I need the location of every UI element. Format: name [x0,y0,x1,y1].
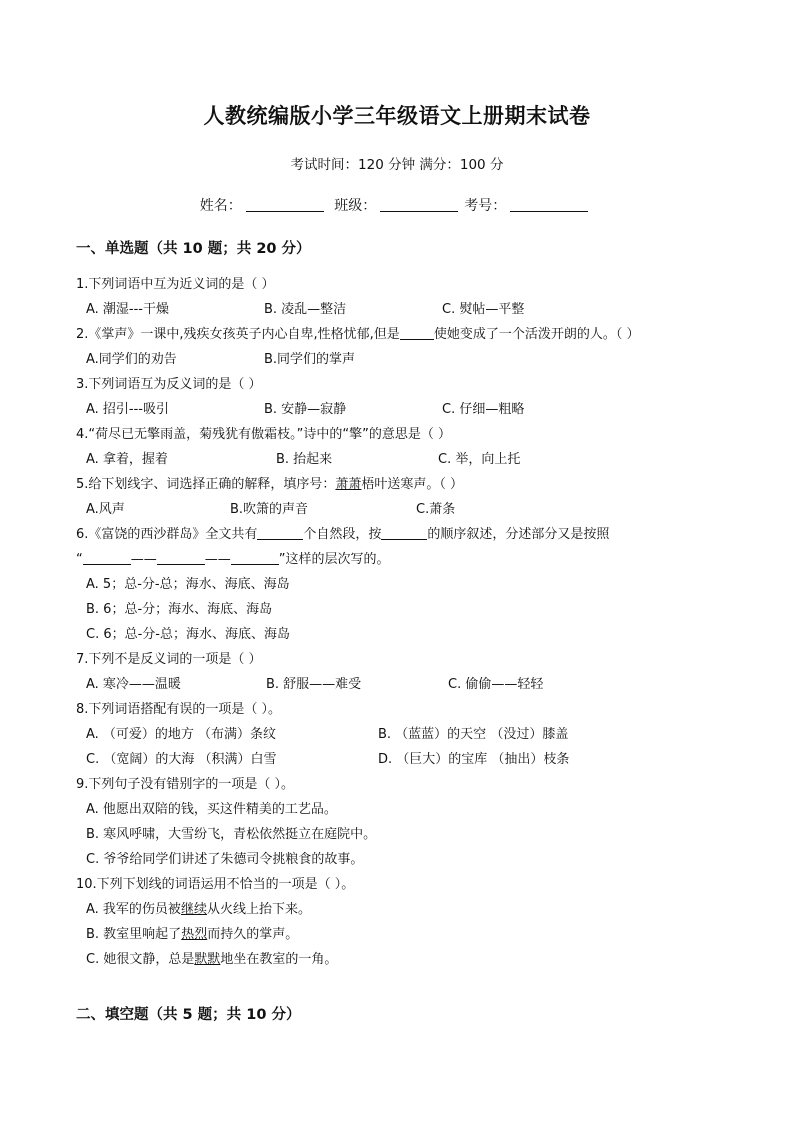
name-label: 姓名： [199,198,242,214]
q10-b-pre: B. 教室里响起了 [86,927,182,942]
class-label: 班级： [334,198,377,214]
q6-blank-4[interactable] [157,551,205,565]
question-8-stem: 8.下列词语搭配有误的一项是（ ）。 [76,702,282,717]
q10-option-a [86,898,311,917]
q5-option-c: C.萧条 [416,502,456,517]
question-6-stem-line2 [76,548,390,567]
q10-a-post: 从火线上抬下来。 [206,902,311,917]
q7-option-b: B. 舒服——难受 [266,677,362,692]
q10-a-underlined: 继续 [180,902,207,917]
q7-option-a: A. 寒冷——温暖 [86,677,181,692]
q8-option-a: A. （可爱）的地方 （布满）条纹 [86,727,277,742]
q5-stem-post: 梧叶送寒声。（ ） [361,477,464,492]
q10-c-underlined: 默默 [194,952,221,967]
q8-option-d: D. （巨大）的宝库 （抽出）枝条 [378,752,570,767]
question-9-stem: 9.下列句子没有错别字的一项是（ ）。 [76,777,295,792]
q6-line2-post: ”这样的层次写的。 [278,552,390,567]
q10-c-pre: C. 她很文静，总是 [86,952,195,967]
q10-option-b [86,923,298,942]
question-3-stem: 3.下列词语互为反义词的是（ ） [76,377,262,392]
q3-option-b: B. 安静—寂静 [264,402,347,417]
class-blank[interactable] [380,197,458,212]
question-4-stem: 4.“荷尽已无擎雨盖，菊残犹有傲霜枝。”诗中的“擎”的意思是（ ） [76,427,451,442]
q6-option-b: B. 6；总-分；海水、海底、海岛 [86,602,273,617]
question-1-stem: 1.下列词语中互为近义词的是（ ） [76,277,275,292]
q5-underlined-word: 萧萧 [335,477,362,492]
number-label: 考号： [464,198,507,214]
q6-dash-2: —— [204,552,231,567]
question-10-stem: 10.下列下划线的词语运用不恰当的一项是（ ）。 [76,877,355,892]
q4-option-c: C. 举，向上托 [438,452,521,467]
q6-line1-mid: 个自然段，按 [303,527,382,542]
q2-stem-post: 使她变成了一个活泼开朗的人。（ ） [433,327,640,342]
q6-blank-2[interactable] [381,526,427,540]
q4-option-a: A. 拿着，握着 [86,452,168,467]
question-6-stem-line1 [76,523,609,542]
q6-line1-post: 的顺序叙述，分述部分又是按照 [427,527,610,542]
q7-option-c: C. 偷偷——轻轻 [448,677,544,692]
q10-b-underlined: 热烈 [181,927,208,942]
q2-option-a: A.同学们的劝告 [86,352,177,367]
q10-option-c [86,948,337,967]
q6-blank-5[interactable] [231,551,279,565]
q2-blank[interactable] [400,326,434,340]
q6-option-c: C. 6；总-分-总；海水、海底、海岛 [86,627,290,642]
q9-option-c: C. 爷爷给同学们讲述了朱德司令挑粮食的故事。 [86,852,364,867]
q5-stem-pre: 5.给下划线字、词选择正确的解释，填序号： [76,477,336,492]
q8-option-b: B. （蓝蓝）的天空 （没过）膝盖 [378,727,569,742]
number-blank[interactable] [510,197,588,212]
q1-option-b: B. 凌乱—整洁 [264,302,347,317]
q6-open-quote: “ [76,552,83,567]
page-title: 人教统编版小学三年级语文上册期末试卷 [203,104,591,128]
q5-option-b: B.吹箫的声音 [230,502,309,517]
q6-line1-pre: 6.《富饶的西沙群岛》全文共有 [76,527,258,542]
q4-option-b: B. 抬起来 [276,452,333,467]
q5-option-a: A.风声 [86,502,125,517]
q2-stem-pre: 2.《掌声》一课中,残疾女孩英子内心自卑,性格忧郁,但是 [76,327,400,342]
q9-option-b: B. 寒风呼啸，大雪纷飞，青松依然挺立在庭院中。 [86,827,377,842]
q1-option-c: C. 熨帖—平整 [442,302,525,317]
student-info [0,195,794,215]
q3-option-a: A. 招引---吸引 [86,402,170,417]
q1-option-a: A. 潮湿---干燥 [86,302,170,317]
q8-option-c: C. （宽阔）的大海 （积满）白雪 [86,752,277,767]
question-5-stem [76,473,463,492]
q3-option-c: C. 仔细—粗略 [442,402,525,417]
question-2-stem [76,323,639,342]
exam-meta: 考试时间：120 分钟 满分：100 分 [290,157,504,173]
q9-option-a: A. 他愿出双陪的钱，买这件精美的工艺品。 [86,802,337,817]
q6-blank-3[interactable] [83,551,131,565]
q10-c-post: 地坐在教室的一角。 [220,952,338,967]
name-blank[interactable] [246,197,324,212]
q10-b-post: 而持久的掌声。 [207,927,299,942]
q2-option-b: B.同学们的掌声 [264,352,356,367]
q10-a-pre: A. 我军的伤员被 [86,902,181,917]
q6-blank-1[interactable] [257,526,303,540]
q6-option-a: A. 5；总-分-总；海水、海底、海岛 [86,577,290,592]
section-heading-fill-in: 二、填空题（共 5 题；共 10 分） [76,1007,301,1023]
section-heading-single-choice: 一、单选题（共 10 题；共 20 分） [76,241,311,257]
question-7-stem: 7.下列不是反义词的一项是（ ） [76,652,262,667]
q6-dash-1: —— [130,552,157,567]
